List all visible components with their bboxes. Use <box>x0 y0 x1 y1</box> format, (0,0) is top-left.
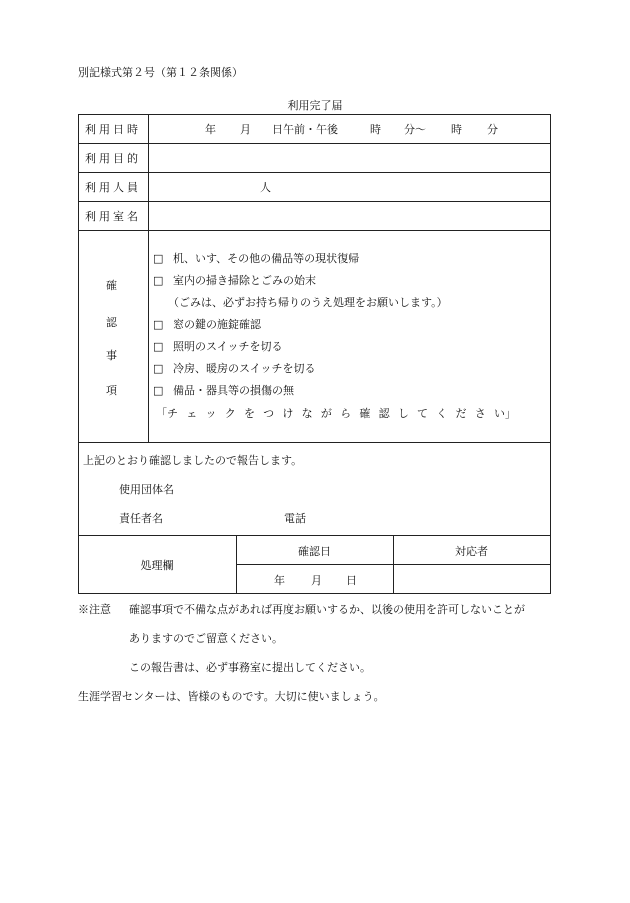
confirm-date-year: 年 <box>274 574 285 587</box>
closing-message: 生涯学習センターは、皆様のものです。大切に使いましょう。 <box>78 690 385 703</box>
datetime-label: 利用日時 <box>85 123 141 136</box>
purpose-label: 利用目的 <box>85 152 141 165</box>
responder-field[interactable] <box>395 566 548 592</box>
room-field[interactable] <box>150 203 548 229</box>
instruction-char: を <box>243 407 255 420</box>
caution-line-1: 確認事項で不備な点があれば再度お願いするか、以後の使用を許可しないことが <box>129 603 525 616</box>
garbage-note: （ごみは、必ずお持ち帰りのうえ処理をお願いします。） <box>168 296 448 309</box>
caution-label: ※注意 <box>78 603 111 616</box>
check-item[interactable] <box>153 338 283 354</box>
instruction-char: だ <box>455 407 467 420</box>
group-name-label: 使用団体名 <box>119 483 174 496</box>
caution-line-2: ありますのでご留意ください。 <box>129 632 283 645</box>
phone-label: 電話 <box>284 512 306 525</box>
confirm-date-month: 月 <box>311 574 322 587</box>
datetime-year: 年 <box>205 123 216 136</box>
people-unit: 人 <box>260 181 271 194</box>
form-title: 利用完了届 <box>287 99 343 112</box>
confirm-date-label: 確認日 <box>298 545 331 558</box>
purpose-field[interactable] <box>150 145 548 171</box>
checkbox-icon[interactable]: □ <box>153 384 164 397</box>
datetime-day-ampm: 日午前・午後 <box>272 123 338 136</box>
checkbox-icon[interactable]: □ <box>153 274 164 287</box>
room-label: 利用室名 <box>85 210 141 223</box>
check-label-char: 確 <box>106 279 117 292</box>
instruction-char: し <box>397 407 409 420</box>
people-field[interactable] <box>150 174 548 200</box>
instruction-char: な <box>301 407 313 420</box>
manager-name-field[interactable] <box>170 505 275 527</box>
check-item-text: 照明のスイッチを切る <box>173 340 283 353</box>
datetime-minute-end: 分 <box>487 123 498 136</box>
submit-note: この報告書は、必ず事務室に提出してください。 <box>129 661 371 674</box>
check-item-text: 冷房、暖房のスイッチを切る <box>173 362 316 375</box>
instruction-char: ェ <box>186 407 198 420</box>
datetime-hour-end: 時 <box>451 123 462 136</box>
instruction-char: い」 <box>493 407 516 420</box>
check-label-char: 事 <box>106 349 117 362</box>
confirm-date-day: 日 <box>346 574 357 587</box>
check-item[interactable] <box>153 272 316 288</box>
responder-label: 対応者 <box>455 545 488 558</box>
datetime-hour-start: 時 <box>370 123 381 136</box>
instruction-char: 認 <box>378 407 390 420</box>
instruction-char: く <box>436 407 448 420</box>
check-item-text: 机、いす、その他の備品等の現状復帰 <box>173 252 360 265</box>
check-item[interactable] <box>153 360 316 376</box>
instruction-char: ら <box>340 407 352 420</box>
check-instruction <box>156 405 516 421</box>
instruction-char: ク <box>224 407 236 420</box>
people-label: 利用人員 <box>85 181 141 194</box>
check-label-char: 認 <box>106 316 117 329</box>
check-item[interactable] <box>153 316 261 332</box>
instruction-char: が <box>320 407 332 420</box>
phone-field[interactable] <box>312 505 537 527</box>
instruction-char: け <box>282 407 294 420</box>
instruction-char: 「チ <box>156 407 178 420</box>
check-label-char: 項 <box>106 384 117 397</box>
checkbox-icon[interactable]: □ <box>153 362 164 375</box>
form-number: 別記様式第２号（第１２条関係） <box>78 66 243 79</box>
check-item[interactable] <box>153 250 359 266</box>
instruction-char: て <box>417 407 429 420</box>
checkbox-icon[interactable]: □ <box>153 252 164 265</box>
instruction-char: つ <box>263 407 275 420</box>
checkbox-icon[interactable]: □ <box>153 318 164 331</box>
datetime-minute-start: 分〜 <box>404 123 426 136</box>
datetime-month: 月 <box>240 123 251 136</box>
instruction-char: 確 <box>359 407 371 420</box>
check-item-text: 室内の掃き掃除とごみの始末 <box>173 274 316 287</box>
instruction-char: ッ <box>205 407 217 420</box>
processing-label: 処理欄 <box>140 559 174 572</box>
check-item[interactable] <box>153 382 294 398</box>
check-item-text: 備品・器具等の損傷の無 <box>173 384 294 397</box>
checkbox-icon[interactable]: □ <box>153 340 164 353</box>
group-name-field[interactable] <box>190 476 540 498</box>
instruction-char: さ <box>474 407 486 420</box>
check-item-text: 窓の鍵の施錠確認 <box>173 318 261 331</box>
report-statement: 上記のとおり確認しましたので報告します。 <box>83 454 303 467</box>
manager-name-label: 責任者名 <box>119 512 163 525</box>
